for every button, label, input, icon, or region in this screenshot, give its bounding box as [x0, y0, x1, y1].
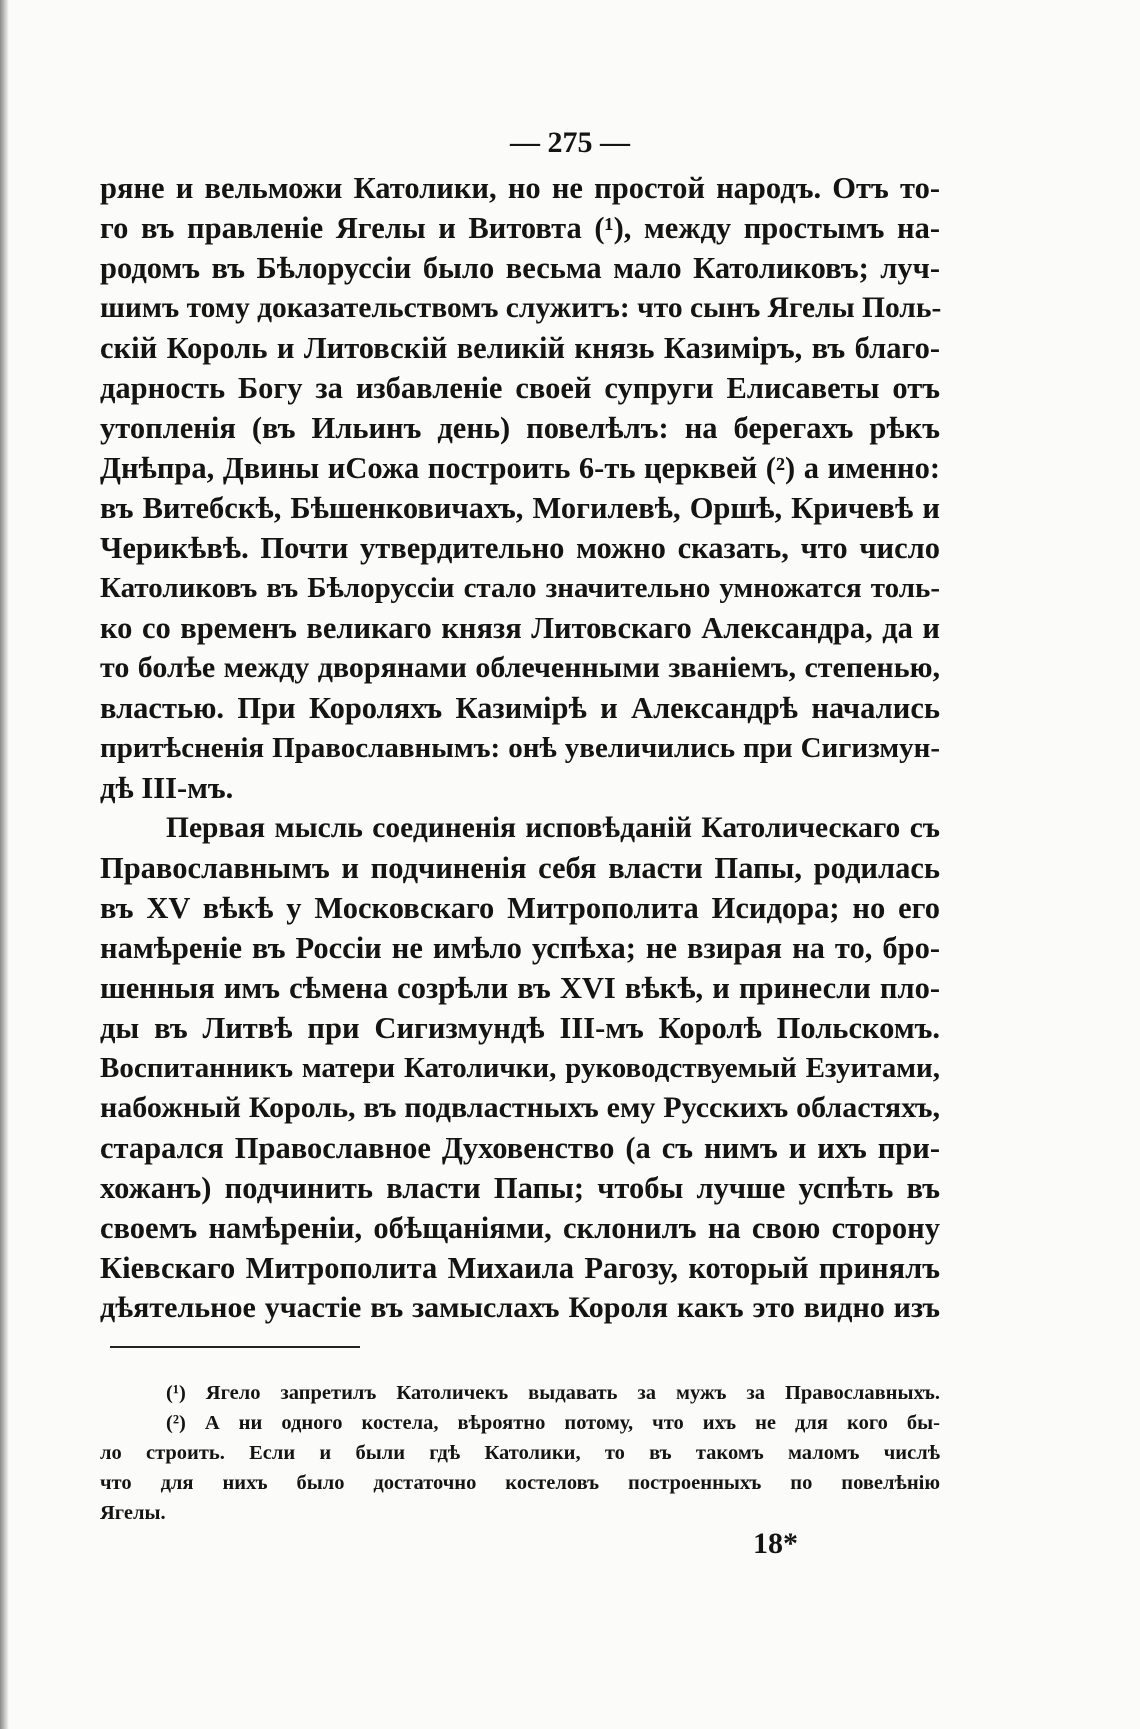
body-line: старался Православное Духовенство (а съ нимъ и ихъ при-	[100, 1131, 940, 1165]
body-line: дарность Богу за избавленіе своей супруги Елисаветы отъ	[100, 371, 940, 405]
printer-signature-mark: 18*	[753, 1527, 798, 1560]
body-line: Днѣпра, Двины иСожа построить 6-ть церквей (²) а именно:	[100, 451, 940, 485]
body-line: притѣсненія Православнымъ: онѣ увеличились при Сигизмун-	[100, 732, 940, 764]
body-line: скій Король и Литовскій великій князь Казиміръ, въ благо-	[100, 331, 940, 365]
footnote-line: (²) А ни одного костела, вѣроятно потому, что ихъ не для кого бы-	[166, 1412, 940, 1434]
body-line: въ Витебскѣ, Бѣшенковичахъ, Могилевѣ, Оршѣ, Кричевѣ и	[100, 491, 940, 525]
body-line: набожный Король, въ подвластныхъ ему Русскихъ областяхъ,	[100, 1091, 940, 1124]
body-line: своемъ намѣреніи, обѣщаніями, склонилъ на свою сторону	[100, 1211, 940, 1245]
body-line: намѣреніе въ Россіи не имѣло успѣха; не взирая на то, бро-	[100, 931, 940, 965]
body-line: утопленія (въ Ильинъ день) повелѣлъ: на берегахъ рѣкъ	[100, 411, 940, 445]
body-line: родомъ въ Бѣлоруссіи было весьма мало Католиковъ; луч-	[100, 251, 940, 285]
body-line: Кіевскаго Митрополита Михаила Рагозу, который принялъ	[100, 1251, 940, 1285]
body-line: ды въ Литвѣ при Сигизмундѣ III-мъ Королѣ Польскомъ.	[100, 1011, 940, 1045]
body-line: Православнымъ и подчиненія себя власти Папы, родилась	[100, 851, 940, 885]
body-line: Католиковъ въ Бѣлоруссіи стало значительно умножатся толь-	[100, 572, 940, 604]
body-line: Черикѣвѣ. Почти утвердительно можно сказать, что число	[100, 531, 940, 565]
body-line: ряне и вельможи Католики, но не простой народъ. Отъ то-	[100, 171, 940, 205]
body-line: ко со временъ великаго князя Литовскаго Александра, да и	[100, 611, 940, 645]
body-line: Первая мысль соединенія исповѣданій Католическаго съ	[166, 812, 940, 844]
body-line: дѣятельное участіе въ замыслахъ Короля какъ это видно изъ	[100, 1291, 940, 1324]
page-number: — 275 —	[510, 126, 630, 159]
footnote-line: что для нихъ было достаточно костеловъ построенныхъ по повелѣнію	[100, 1472, 940, 1494]
footnote-line: Ягелы.	[100, 1502, 166, 1524]
footnote-line: ло строить. Если и были гдѣ Католики, то въ такомъ маломъ числѣ	[100, 1442, 940, 1464]
footnote-line: (¹) Ягело запретилъ Католичекъ выдавать за мужъ за Православныхъ.	[166, 1382, 940, 1404]
body-line: дѣ III-мъ.	[100, 771, 234, 805]
body-line: го въ правленіе Ягелы и Витовта (¹), между простымъ на-	[100, 211, 940, 245]
body-line: хожанъ) подчинить власти Папы; чтобы лучше успѣть въ	[100, 1171, 940, 1205]
body-line: Воспитанникъ матери Католички, руководствуемый Езуитами,	[100, 1052, 940, 1084]
body-line: въ XV вѣкѣ у Московскаго Митрополита Исидора; но его	[100, 891, 940, 925]
body-line: шимъ тому доказательствомъ служитъ: что сынъ Ягелы Поль-	[100, 292, 942, 324]
body-line: властью. При Короляхъ Казимірѣ и Александрѣ начались	[100, 691, 940, 725]
footnote-separator-rule	[110, 1346, 360, 1348]
body-line: то болѣе между дворянами облеченными званіемъ, степенью,	[100, 651, 940, 684]
body-line: шенныя имъ сѣмена созрѣли въ XVI вѣкѣ, и принесли пло-	[100, 971, 940, 1005]
